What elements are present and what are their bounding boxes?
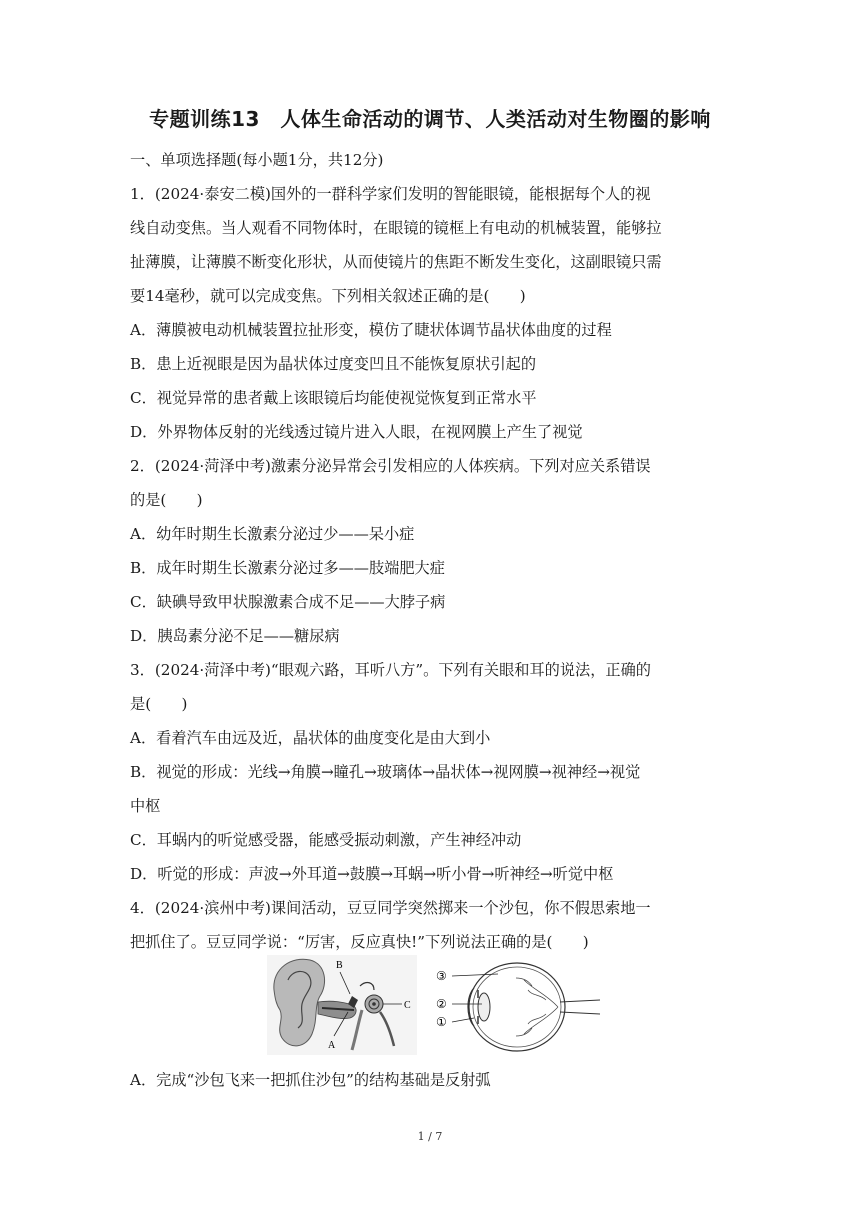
q3-stem-line: 是( ) — [130, 695, 188, 713]
q4-stem-line: 把抓住了。豆豆同学说：“厉害，反应真快!”下列说法正确的是( ) — [130, 933, 589, 951]
q3-option-c: C．耳蜗内的听觉感受器，能感受振动刺激，产生神经冲动 — [130, 831, 522, 849]
eye-label-3: ③ — [436, 969, 447, 983]
q1-option-a: A．薄膜被电动机械装置拉扯形变，模仿了睫状体调节晶状体曲度的过程 — [130, 321, 612, 339]
q1-stem-line: 线自动变焦。当人观看不同物体时，在眼镜的镜框上有电动的机械装置，能够拉 — [130, 219, 662, 237]
ear-label-a: A — [328, 1040, 336, 1051]
q4-stem-line: 4．(2024·滨州中考)课间活动，豆豆同学突然掷来一个沙包，你不假思索地一 — [130, 899, 651, 917]
q2-stem-line: 的是( ) — [130, 491, 203, 509]
q1-stem-line: 扯薄膜，让薄膜不断变化形状，从而使镜片的焦距不断发生变化，这副眼镜只需 — [130, 253, 662, 271]
q3-option-b-cont: 中枢 — [130, 797, 161, 815]
q2-option-a: A．幼年时期生长激素分泌过少——呆小症 — [130, 525, 415, 543]
page-title: 专题训练13 人体生命活动的调节、人类活动对生物圈的影响 — [149, 107, 711, 131]
q3-option-a: A．看着汽车由远及近，晶状体的曲度变化是由大到小 — [130, 729, 491, 747]
q2-option-b: B．成年时期生长激素分泌过多——肢端肥大症 — [130, 559, 445, 577]
q4-option-a: A．完成“沙包飞来一把抓住沙包”的结构基础是反射弧 — [130, 1071, 491, 1089]
q3-stem-line: 3．(2024·菏泽中考)“眼观六路，耳听八方”。下列有关眼和耳的说法，正确的 — [130, 661, 651, 679]
q3-option-d: D．听觉的形成：声波→外耳道→鼓膜→耳蜗→听小骨→听神经→听觉中枢 — [130, 865, 614, 883]
q1-option-b: B．患上近视眼是因为晶状体过度变凹且不能恢复原状引起的 — [130, 355, 537, 373]
q1-option-d: D．外界物体反射的光线透过镜片进入人眼，在视网膜上产生了视觉 — [130, 423, 583, 441]
eye-diagram — [436, 963, 600, 1051]
page-number: 1 / 7 — [417, 1130, 443, 1143]
q1-stem-line: 要14毫秒，就可以完成变焦。下列相关叙述正确的是( ) — [130, 287, 526, 305]
ear-label-b: B — [336, 960, 343, 971]
q1-option-c: C．视觉异常的患者戴上该眼镜后均能使视觉恢复到正常水平 — [130, 389, 537, 407]
q3-option-b: B．视觉的形成：光线→角膜→瞳孔→玻璃体→晶状体→视网膜→视神经→视觉 — [130, 763, 641, 781]
q1-stem-line: 1．(2024·泰安二模)国外的一群科学家们发明的智能眼镜，能根据每个人的视 — [130, 185, 651, 203]
eye-label-2: ② — [436, 997, 447, 1011]
q2-option-d: D．胰岛素分泌不足——糖尿病 — [130, 627, 340, 645]
ear-eye-figure — [262, 950, 602, 1065]
ear-diagram — [267, 955, 417, 1055]
ear-label-c: C — [404, 1000, 411, 1011]
eye-label-1: ① — [436, 1015, 447, 1029]
q2-option-c: C．缺碘导致甲状腺激素合成不足——大脖子病 — [130, 593, 446, 611]
section-heading: 一、单项选择题(每小题1分，共12分) — [130, 151, 384, 169]
q2-stem-line: 2．(2024·菏泽中考)激素分泌异常会引发相应的人体疾病。下列对应关系错误 — [130, 457, 651, 475]
